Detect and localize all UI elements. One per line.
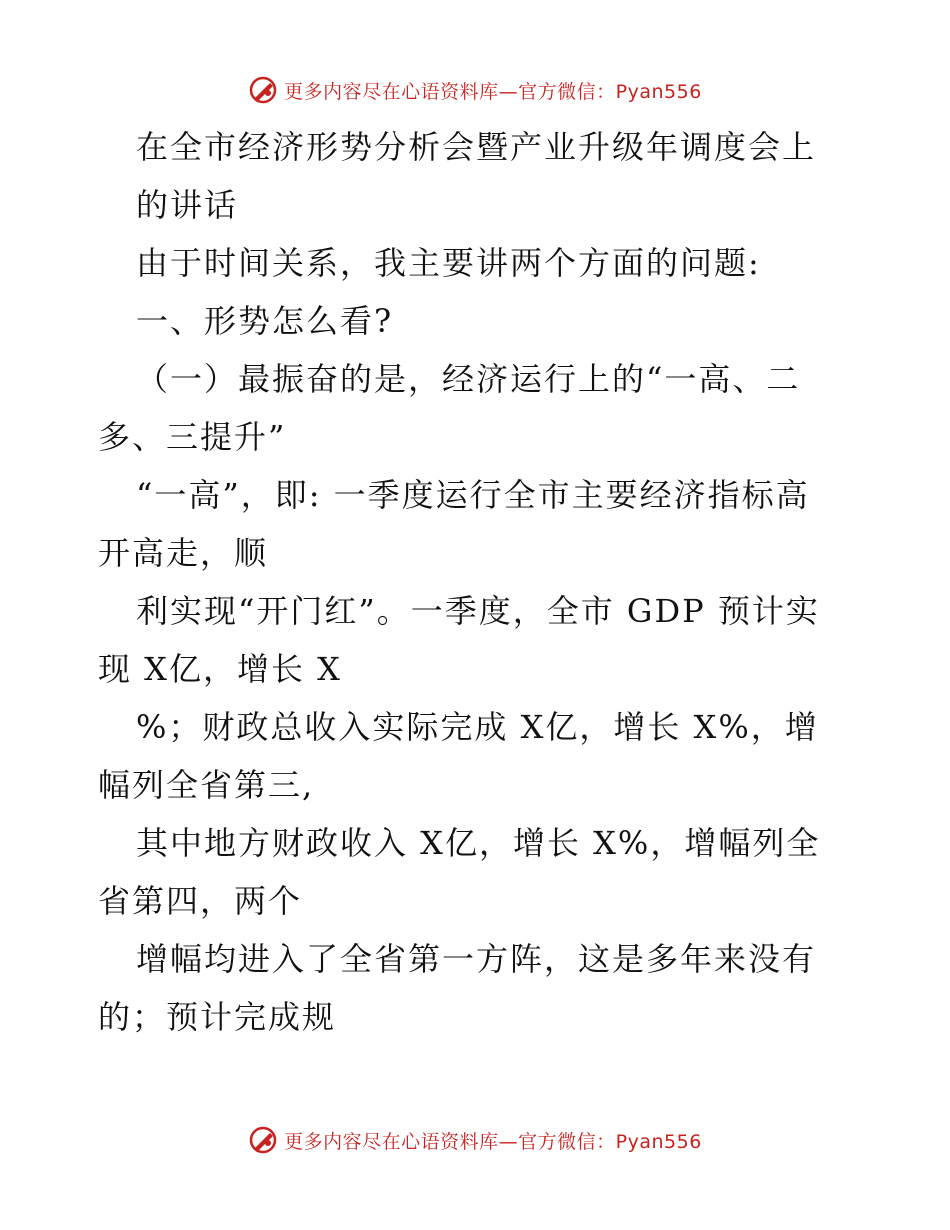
document-line: 由于时间关系，我主要讲两个方面的问题:	[136, 244, 761, 282]
document-line: 多、三提升”	[98, 418, 287, 456]
header-banner	[0, 70, 950, 110]
footer-banner	[0, 1120, 950, 1160]
document-line: 省第四，两个	[98, 882, 303, 920]
header-banner-text: 更多内容尽在心语资料库—官方微信：Pyan556	[284, 80, 702, 103]
document-line: “一高”，即: 一季度运行全市主要经济指标高	[136, 476, 810, 514]
document-line: 现 X亿，增长 X	[98, 650, 342, 688]
quill-seal-icon	[248, 1125, 278, 1155]
document-line: 幅列全省第三,	[98, 766, 315, 804]
quill-seal-icon	[248, 75, 278, 105]
document-line: 的；预计完成规	[98, 998, 337, 1036]
document-line: 的讲话	[136, 186, 239, 224]
document-line: 增幅均进入了全省第一方阵，这是多年来没有	[136, 940, 817, 978]
document-line: 开高走，顺	[98, 534, 269, 572]
document-line: 利实现“开门红”。一季度，全市 GDP 预计实	[136, 592, 820, 630]
document-line: 在全市经济形势分析会暨产业升级年调度会上	[136, 128, 817, 166]
document-line: %；财政总收入实际完成 X亿，增长 X%，增	[136, 708, 819, 746]
document-line: 一、形势怎么看?	[136, 302, 394, 340]
footer-banner-text: 更多内容尽在心语资料库—官方微信：Pyan556	[284, 1130, 702, 1153]
document-body	[98, 118, 858, 1046]
document-line: （一）最振奋的是，经济运行上的“一高、二	[136, 360, 801, 398]
document-line: 其中地方财政收入 X亿，增长 X%，增幅列全	[136, 824, 821, 862]
